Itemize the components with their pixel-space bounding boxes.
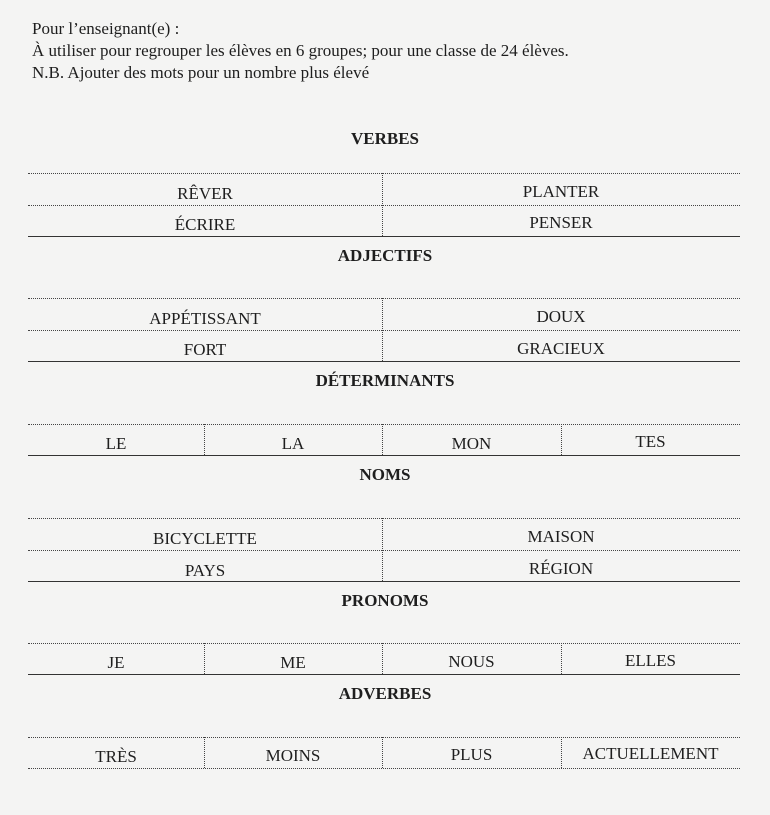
divider-line [28,361,740,362]
divider-line [28,737,740,738]
word-card: MAISON [527,527,595,546]
word-card: ELLES [625,651,676,670]
word-card: TES [635,432,666,451]
word-card: LA [281,434,305,453]
instruction-line-3: N.B. Ajouter des mots pour un nombre plus élevé [32,63,370,82]
divider-line [28,424,740,425]
instruction-line-2: À utiliser pour regrouper les élèves en 6 groupes; pour une classe de 24 élèves. [32,41,569,60]
divider-line [28,768,740,769]
word-card: RÊVER [177,184,233,203]
section-title-adjectifs: ADJECTIFS [337,246,433,265]
word-card: APPÉTISSANT [149,309,261,328]
divider-line [28,550,740,551]
word-card: ÉCRIRE [174,215,236,234]
word-card: NOUS [448,652,495,671]
word-card: ACTUELLEMENT [582,744,719,763]
word-card: PAYS [184,561,226,580]
section-title-verbes: VERBES [350,129,420,148]
divider-line [28,455,740,456]
divider-line [28,518,740,519]
word-card: RÉGION [528,559,594,578]
section-title-adverbes: ADVERBES [338,684,432,703]
word-card: MON [451,434,492,453]
section-title-noms: NOMS [359,465,411,484]
divider-line [28,674,740,675]
word-card: MOINS [265,746,321,765]
divider-line [28,330,740,331]
word-card: GRACIEUX [517,339,605,358]
divider-line [28,643,740,644]
section-title-determinants: DÉTERMINANTS [315,371,455,390]
divider-line [28,173,740,174]
divider-line [28,236,740,237]
word-card: TRÈS [95,747,137,766]
section-title-pronoms: PRONOMS [341,591,429,610]
word-card: PENSER [529,213,593,232]
word-card: FORT [183,340,227,359]
word-card: JE [107,653,125,672]
word-card: BICYCLETTE [153,529,257,548]
word-card: DOUX [536,307,586,326]
word-card: PLUS [450,745,493,764]
word-card: ME [280,653,306,672]
divider-line [28,205,740,206]
word-card: PLANTER [522,182,600,201]
instruction-line-1: Pour l’enseignant(e) : [32,19,180,38]
divider-line [28,298,740,299]
divider-line [28,581,740,582]
word-card: LE [105,434,127,453]
teacher-instructions [32,18,569,84]
